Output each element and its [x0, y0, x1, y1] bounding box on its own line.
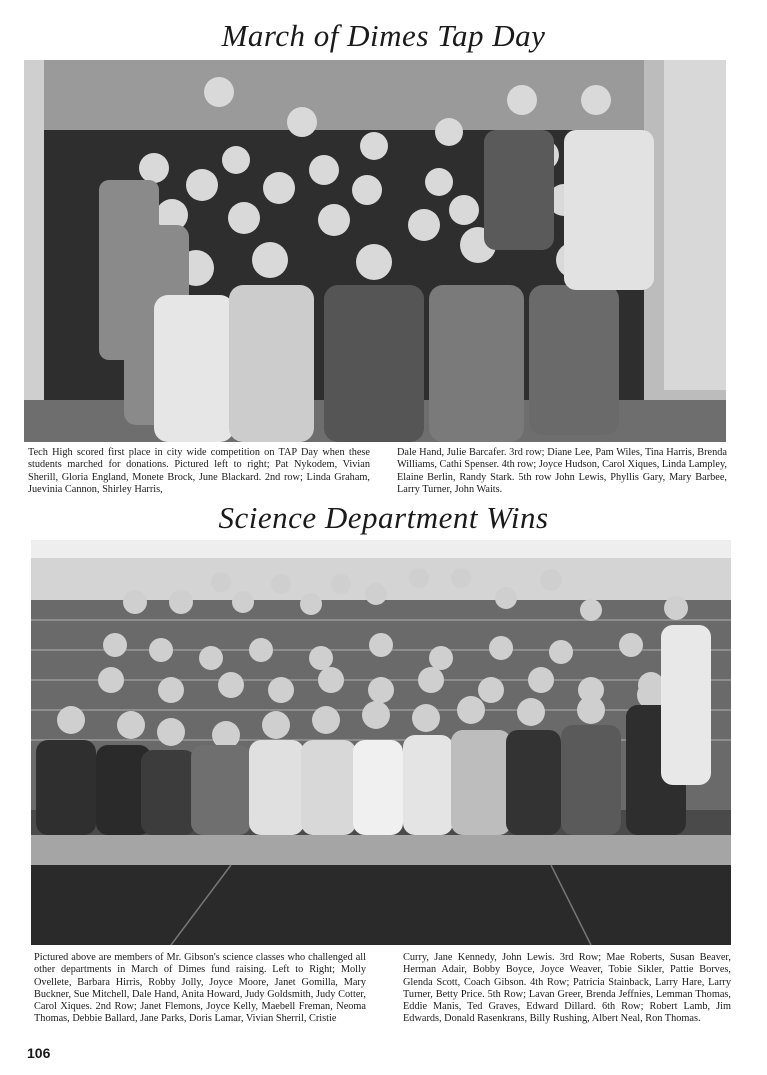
caption-tap-day-right: Dale Hand, Julie Barcafer. 3rd row; Diane Lee, Pam Wiles, Tina Harris, Brenda Williams, Cathi Spenser. 4th row; Joyce Hudson, Carol Xiques, Linda Lampley, Elaine Berlin, Randy Stark. 5th row John Lewis, Phyllis Gary, Mary Barbee, Larry Turner, John Waits.	[397, 447, 727, 495]
caption-science-right: Curry, Jane Kennedy, John Lewis. 3rd Row; Mae Roberts, Susan Beaver, Herman Adair, Bobby Boyce, Joyce Weaver, Tobie Sikler, Pattie Borves, Glenda Scott, Coach Gibson. 4th Row; Patricia Stainback, Larry Hare, Larry Turner, Betty Price. 5th Row; Lavan Greer, Brenda Jeffnies, Lemman Thomas, Eddie Manis, Ted Graves, Edward Dillard. 6th Row; Robert Lamb, Jim Edwards, Donald Rasenkrans, Billy Rushing, Albert Neal, Ron Thomas.	[403, 952, 731, 1025]
caption-tap-day-left: Tech High scored first place in city wide competition on TAP Day when these students marched for donations. Pictured left to right; Pat Nykodem, Vivian Sherill, Gloria England, Monete Brock, June Blackard. 2nd row; Linda Graham, Juevinia Cannon, Shirley Harris,	[28, 447, 370, 495]
section-title-march-of-dimes: March of Dimes Tap Day	[221, 18, 546, 53]
caption-science-left: Pictured above are members of Mr. Gibson's science classes who challenged all other departments in March of Dimes fund raising. Left to Right; Molly Ovellete, Barbara Hirris, Robby Jolly, Joyce Moore, Janet Gomilla, Mary Buckner, Sue Mitchell, Dale Hand, Anita Howard, Judy Goldsmith, Judy Cotter, Carol Xiques. 2nd Row; Janet Flemons, Joyce Kelly, Maebell Freman, Neoma Thomas, Debbie Ballard, Jane Parks, Doris Lamar, Vivian Sherril, Cristie	[34, 952, 366, 1025]
page-number: 106	[27, 1045, 51, 1061]
section-title-science-department: Science Department Wins	[218, 500, 549, 535]
group-photo-science-department	[31, 540, 731, 945]
group-photo-tap-day	[24, 60, 726, 442]
